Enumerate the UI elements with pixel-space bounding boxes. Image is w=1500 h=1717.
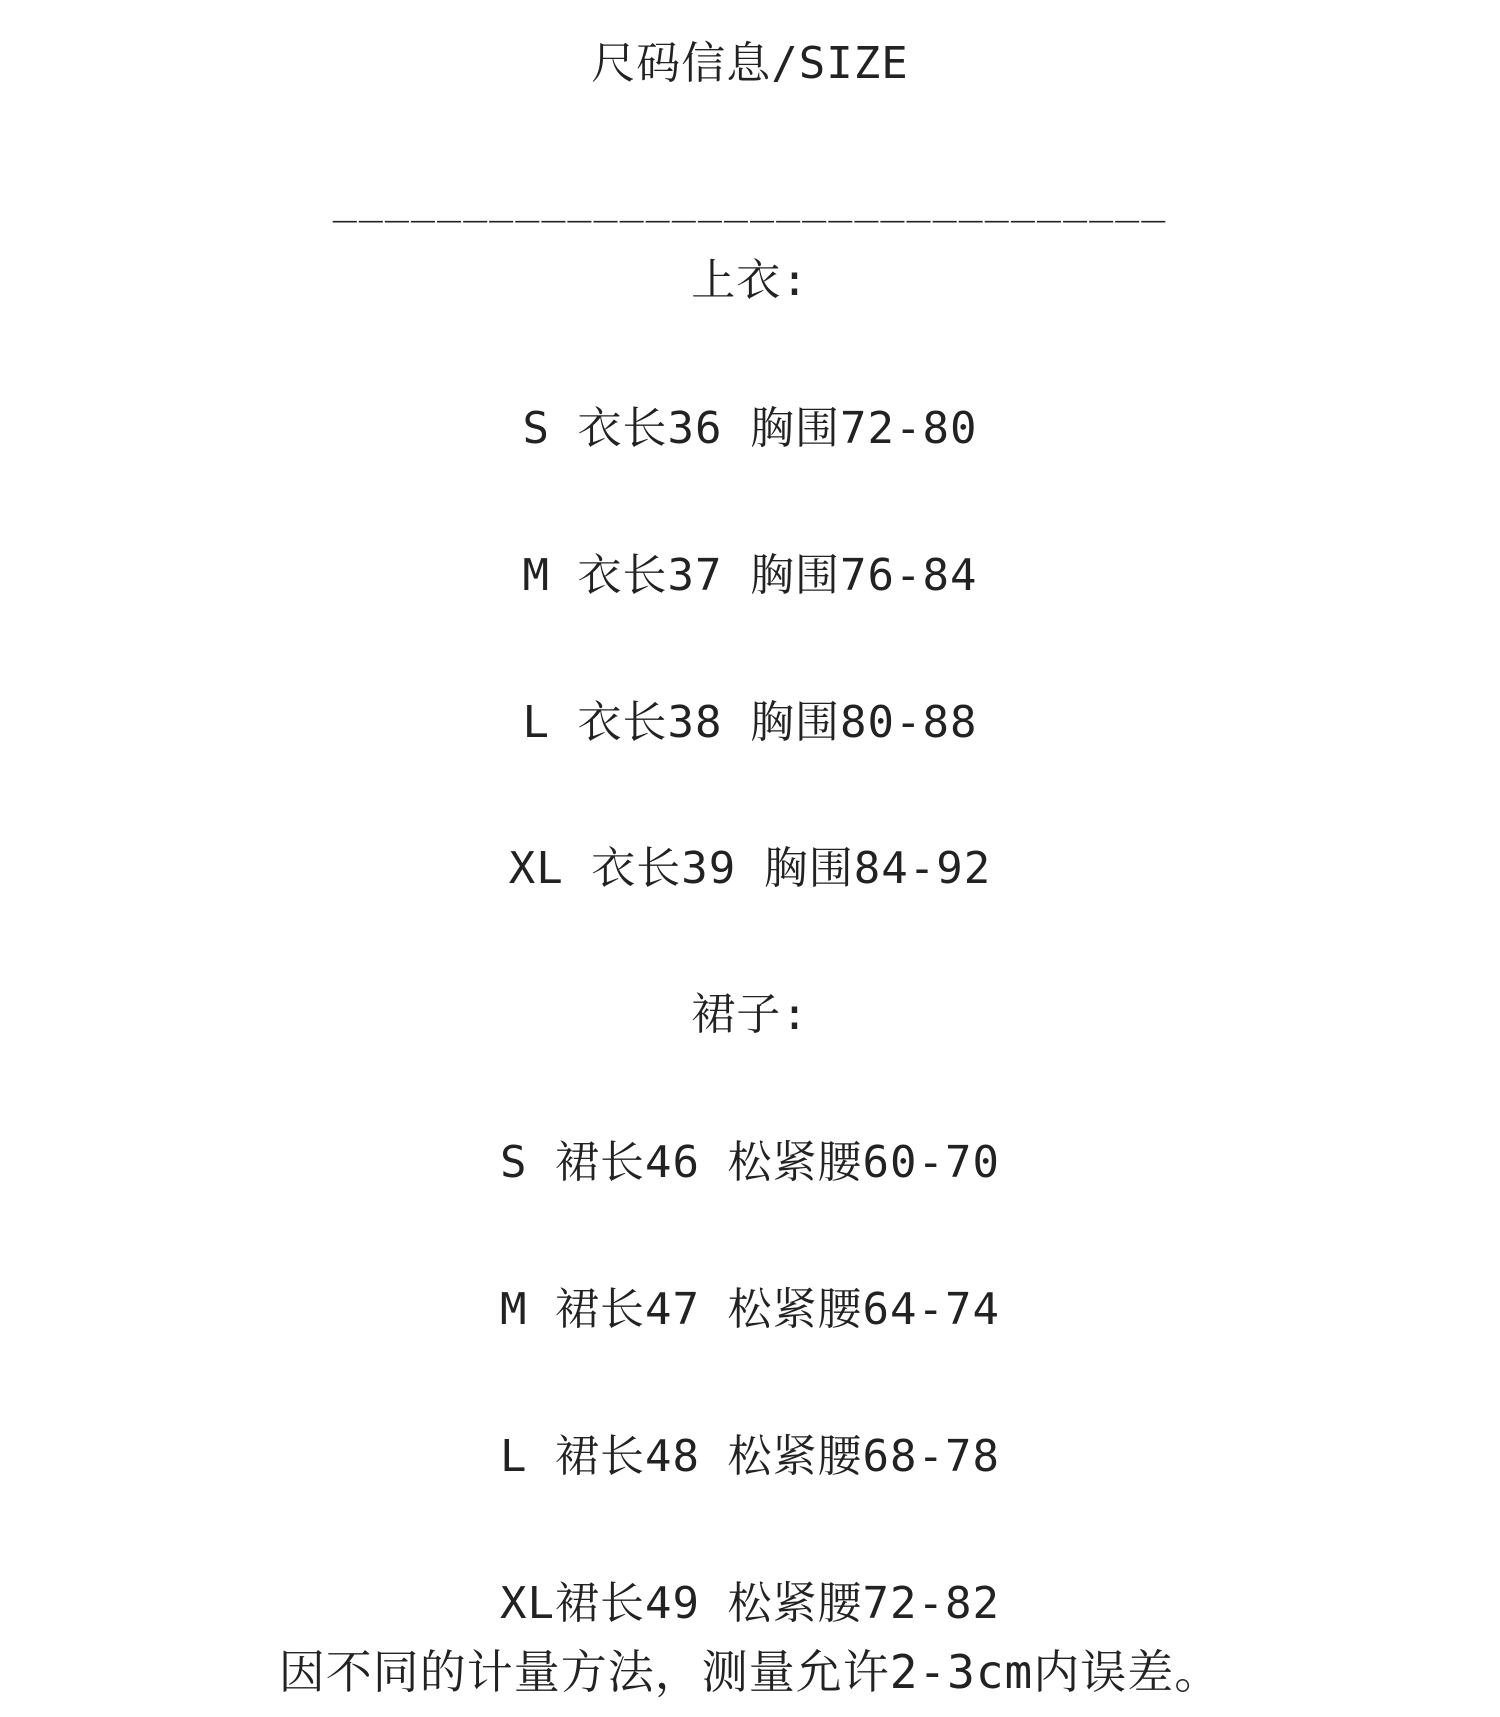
skirt-size-row: XL裙长49 松紧腰72-82 xyxy=(500,1578,1000,1629)
skirt-size-row: S 裙长46 松紧腰60-70 xyxy=(500,1137,1000,1188)
divider: ________________________________ xyxy=(332,177,1168,223)
skirt-size-row: M 裙长47 松紧腰64-74 xyxy=(500,1284,1000,1335)
top-section-heading: 上衣: xyxy=(691,255,809,306)
page-title: 尺码信息/SIZE xyxy=(591,38,909,89)
top-size-row: L 衣长38 胸围80-88 xyxy=(522,697,978,748)
measurement-note: 因不同的计量方法，测量允许2-3cm内误差。 xyxy=(278,1645,1222,1699)
top-size-row: M 衣长37 胸围76-84 xyxy=(522,550,978,601)
top-size-row: S 衣长36 胸围72-80 xyxy=(522,403,978,454)
skirt-section-heading: 裙子: xyxy=(691,989,809,1040)
skirt-size-row: L 裙长48 松紧腰68-78 xyxy=(500,1431,1000,1482)
top-size-row: XL 衣长39 胸围84-92 xyxy=(508,843,992,894)
